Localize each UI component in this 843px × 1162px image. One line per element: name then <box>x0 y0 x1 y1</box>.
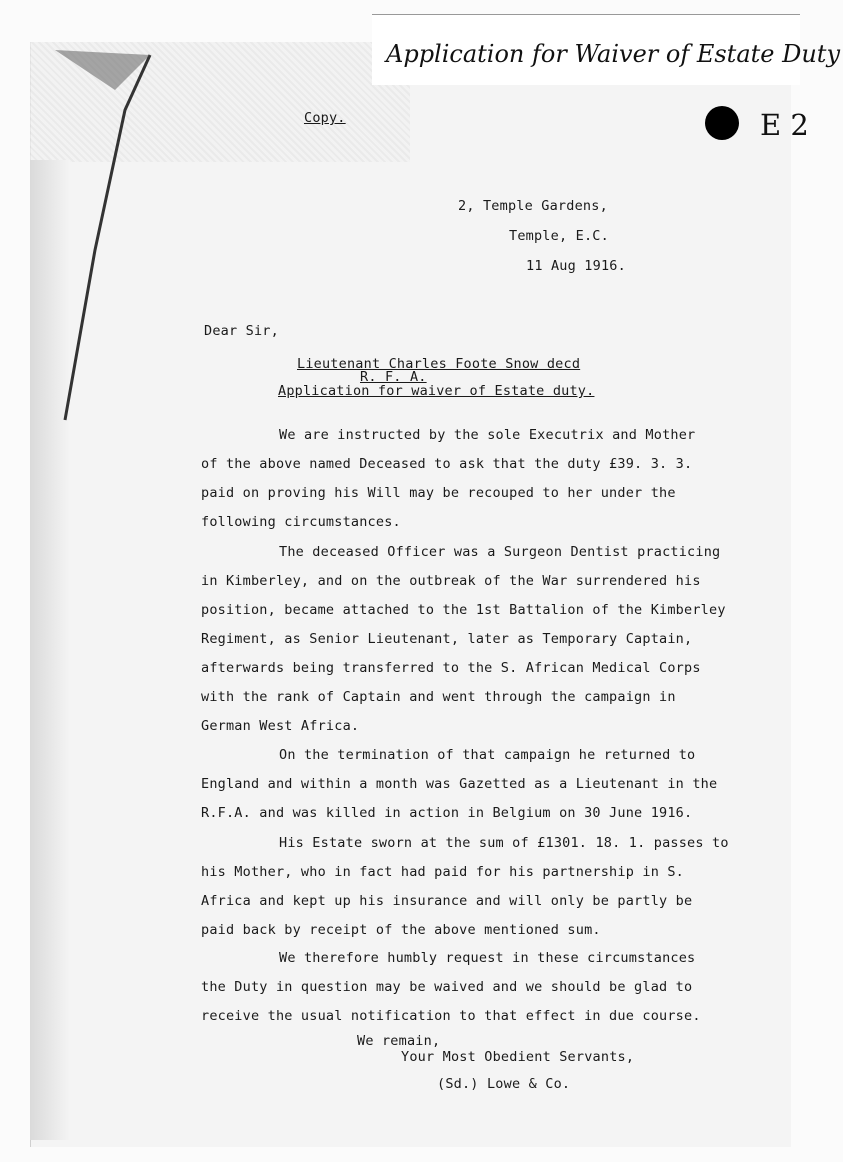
text-line: R.F.A. and was killed in action in Belgium on 30 June 1916. <box>201 805 693 821</box>
text-line: We therefore humbly request in these circumstances <box>279 950 696 966</box>
text-line: German West Africa. <box>201 718 360 734</box>
text-line: with the rank of Captain and went through the campaign in <box>201 689 676 705</box>
text-line: in Kimberley, and on the outbreak of the War surrendered his <box>201 573 701 589</box>
closing-line-1: We remain, <box>357 1033 441 1049</box>
text-line: following circumstances. <box>201 514 401 530</box>
subject-line-3: Application for waiver of Estate duty. <box>278 383 595 399</box>
page-fold-mark <box>55 50 155 430</box>
subject-line-2: R. F. A. <box>360 369 427 385</box>
paragraph-2 <box>201 538 761 741</box>
letter-date: 11 Aug 1916. <box>526 258 626 274</box>
reference-code: E 2 <box>760 108 809 142</box>
text-line: the Duty in question may be waived and we should be glad to <box>201 979 693 995</box>
text-line: Regiment, as Senior Lieutenant, later as Temporary Captain, <box>201 631 693 647</box>
address-line-2: Temple, E.C. <box>509 228 609 244</box>
copy-label: Copy. <box>304 110 346 126</box>
text-line: We are instructed by the sole Executrix and Mother <box>279 427 696 443</box>
text-line: of the above named Deceased to ask that the duty £39. 3. 3. <box>201 456 693 472</box>
text-line: receive the usual notification to that effect in due course. <box>201 1008 701 1024</box>
document-title: Application for Waiver of Estate Duty <box>386 40 841 68</box>
text-line: paid back by receipt of the above mentioned sum. <box>201 922 601 938</box>
text-line: paid on proving his Will may be recouped to her under the <box>201 485 676 501</box>
paragraph-3 <box>201 741 761 828</box>
text-line: His Estate sworn at the sum of £1301. 18. 1. passes to <box>279 835 729 851</box>
salutation: Dear Sir, <box>204 323 279 339</box>
text-line: The deceased Officer was a Surgeon Dentist practicing <box>279 544 721 560</box>
closing-line-2: Your Most Obedient Servants, <box>401 1049 635 1065</box>
signature: (Sd.) Lowe & Co. <box>437 1076 571 1092</box>
text-line: his Mother, who in fact had paid for his partnership in S. <box>201 864 685 880</box>
text-line: England and within a month was Gazetted as a Lieutenant in the <box>201 776 718 792</box>
paragraph-5 <box>201 944 761 1031</box>
address-line-1: 2, Temple Gardens, <box>458 198 608 214</box>
text-line: afterwards being transferred to the S. African Medical Corps <box>201 660 701 676</box>
text-line: Africa and kept up his insurance and will only be partly be <box>201 893 693 909</box>
reference-dot-icon <box>705 106 739 140</box>
subject-line-1: Lieutenant Charles Foote Snow decd <box>297 356 581 372</box>
paragraph-1 <box>201 421 761 537</box>
text-line: On the termination of that campaign he returned to <box>279 747 696 763</box>
paragraph-4 <box>201 829 761 945</box>
text-line: position, became attached to the 1st Battalion of the Kimberley <box>201 602 726 618</box>
